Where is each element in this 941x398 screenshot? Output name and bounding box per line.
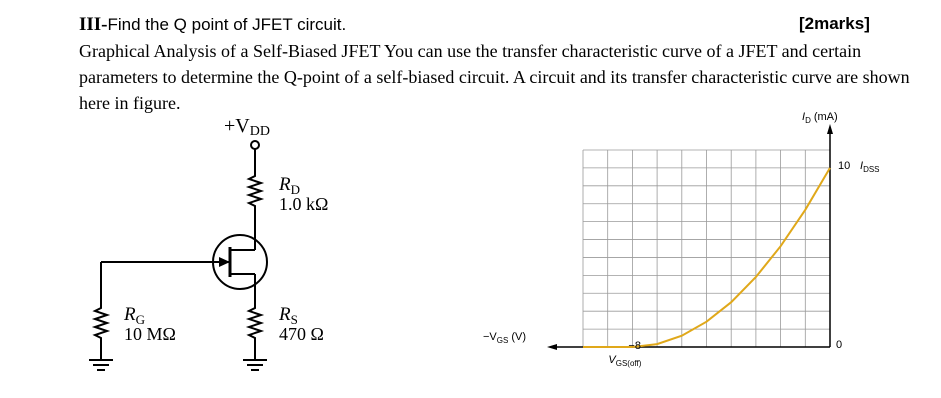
rd-label: $R_D$: [279, 174, 300, 197]
origin-label: 0: [836, 339, 843, 351]
chart-grid: [583, 150, 830, 347]
vgsoff-label: $V_{GS(off)}$: [608, 354, 642, 368]
rs-label: $R_S$: [279, 304, 298, 327]
rg-label: $R_G$: [124, 304, 145, 327]
idss-label: $I_{DSS}$: [860, 160, 880, 174]
question-title: Find the Q point of JFET circuit.: [107, 15, 347, 34]
y-axis-arrow-icon: [827, 124, 833, 134]
marks-label: [2marks]: [799, 14, 870, 33]
y-axis-label: $I_D$ (mA): [802, 111, 838, 125]
x-axis-arrow-icon: [547, 344, 557, 350]
idss-value-label: 10: [838, 160, 851, 172]
vgsoff-value-label: −8: [628, 340, 641, 352]
vdd-label: +VDD: [224, 115, 270, 139]
x-axis-label: $-V_{GS}$ (V): [483, 331, 526, 345]
rd-value: 1.0 kΩ: [279, 194, 329, 214]
paragraph-line-3: here in figure.: [79, 93, 181, 113]
question-number: III-: [79, 14, 108, 35]
rg-value: 10 MΩ: [124, 324, 176, 344]
paragraph-line-1: Graphical Analysis of a Self-Biased JFET You can use the transfer characteristic curve of a JFET and certain: [79, 41, 862, 61]
rs-value: 470 Ω: [279, 324, 324, 344]
paragraph-line-2: parameters to determine the Q-point of a self-biased circuit. A circuit and its transfer characteristic curve are shown: [79, 67, 910, 87]
